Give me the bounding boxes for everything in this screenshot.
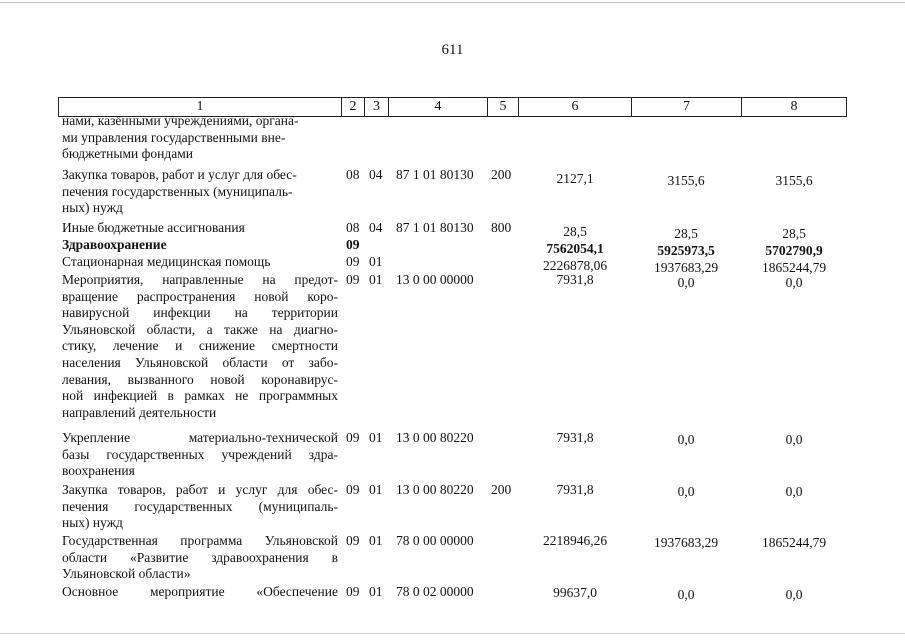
section-code: 08 bbox=[346, 167, 360, 182]
target-article-code: 78 0 00 00000 bbox=[396, 533, 474, 548]
subsection-code: 01 bbox=[369, 430, 383, 445]
amount-col-8: 3155,6 bbox=[775, 173, 813, 188]
page-number: 611 bbox=[441, 42, 464, 58]
header-cell-4: 4 bbox=[388, 97, 488, 117]
amount-col-6: 7931,8 bbox=[556, 272, 594, 287]
description-line: Основное мероприятие «Обеспечение bbox=[62, 584, 338, 599]
description-line: ных) нужд bbox=[62, 515, 123, 531]
amount-col-7: 1937683,29 bbox=[653, 260, 719, 275]
header-cell-2: 2 bbox=[341, 97, 365, 117]
description-line: Ульяновской области, а также на диагно- bbox=[62, 321, 338, 337]
row-description bbox=[62, 533, 338, 583]
target-article-code: 87 1 01 80130 bbox=[396, 167, 474, 182]
amount-col-7: 0,0 bbox=[677, 587, 695, 602]
amount-col-8: 1865244,79 bbox=[761, 535, 827, 550]
header-cell-6: 6 bbox=[518, 97, 632, 117]
subsection-code: 01 bbox=[369, 482, 383, 497]
description-line: Мероприятия, направленные на предот- bbox=[62, 272, 338, 287]
row-description bbox=[62, 254, 338, 271]
subsection-code: 01 bbox=[369, 254, 383, 269]
description-line: Закупка товаров, работ и услуг для обес- bbox=[62, 167, 297, 182]
row-description bbox=[62, 237, 338, 254]
subsection-code: 01 bbox=[369, 533, 383, 548]
amount-col-7: 0,0 bbox=[677, 484, 695, 499]
description-line: печения государственных (муниципаль- bbox=[62, 498, 338, 514]
section-code: 08 bbox=[346, 220, 360, 235]
description-line: Укрепление материально-технической bbox=[62, 430, 338, 445]
section-code: 09 bbox=[346, 533, 360, 548]
amount-col-6: 2127,1 bbox=[556, 171, 594, 186]
description-line: бюджетными фондами bbox=[62, 146, 193, 162]
subsection-code: 01 bbox=[369, 272, 383, 287]
expense-type-code: 200 bbox=[491, 482, 512, 497]
amount-col-6: 7562054,1 bbox=[546, 241, 604, 256]
amount-col-6: 99637,0 bbox=[553, 585, 597, 600]
row-description bbox=[62, 167, 338, 217]
amount-col-8: 0,0 bbox=[785, 275, 803, 290]
amount-col-6: 28,5 bbox=[563, 224, 587, 239]
target-article-code: 87 1 01 80130 bbox=[396, 220, 474, 235]
page-bottom-edge bbox=[0, 633, 905, 634]
amount-col-7: 0,0 bbox=[677, 275, 695, 290]
amount-col-7: 0,0 bbox=[677, 432, 695, 447]
amount-col-8: 0,0 bbox=[785, 587, 803, 602]
amount-col-8: 5702790,9 bbox=[765, 243, 823, 258]
header-cell-1: 1 bbox=[58, 97, 342, 117]
description-line: направлений деятельности bbox=[62, 404, 217, 420]
description-line: вращение распространения новой коро- bbox=[62, 288, 338, 304]
description-line: воохранения bbox=[62, 463, 135, 479]
section-code: 09 bbox=[346, 272, 360, 287]
description-line: печения государственных (муниципаль- bbox=[62, 183, 293, 199]
row-description bbox=[62, 584, 338, 601]
section-code: 09 bbox=[346, 584, 360, 599]
amount-col-7: 5925973,5 bbox=[657, 243, 715, 258]
header-cell-7: 7 bbox=[631, 97, 742, 117]
expense-type-code: 200 bbox=[491, 167, 512, 182]
description-line: ных) нужд bbox=[62, 200, 123, 216]
row-description bbox=[62, 430, 338, 480]
description-line: Ульяновской области» bbox=[62, 566, 191, 582]
description-line: области «Развитие здравоохранения в bbox=[62, 549, 338, 565]
amount-col-7: 28,5 bbox=[674, 226, 698, 241]
header-cell-8: 8 bbox=[741, 97, 847, 117]
description-line: населения Ульяновской области от забо- bbox=[62, 354, 338, 370]
amount-col-7: 3155,6 bbox=[667, 173, 705, 188]
header-cell-3: 3 bbox=[364, 97, 389, 117]
amount-col-8: 1865244,79 bbox=[761, 260, 827, 275]
subsection-code: 04 bbox=[369, 220, 383, 235]
description-line: Здравоохранение bbox=[62, 237, 167, 252]
section-code: 09 bbox=[346, 482, 360, 497]
target-article-code: 13 0 00 80220 bbox=[396, 430, 474, 445]
amount-col-6: 2226878,06 bbox=[542, 258, 608, 273]
description-line: нами, казёнными учреждениями, органа- bbox=[62, 113, 299, 128]
amount-col-6: 7931,8 bbox=[556, 430, 594, 445]
expense-type-code: 800 bbox=[491, 220, 512, 235]
page-top-edge bbox=[0, 2, 905, 3]
description-line: Государственная программа Ульяновской bbox=[62, 533, 338, 548]
target-article-code: 13 0 00 00000 bbox=[396, 272, 474, 287]
row-description bbox=[62, 113, 338, 163]
amount-col-8: 28,5 bbox=[782, 226, 806, 241]
section-code: 09 bbox=[346, 430, 360, 445]
section-code: 09 bbox=[346, 254, 360, 269]
description-line: ной инфекцией в рамках не программных bbox=[62, 388, 338, 404]
subsection-code: 04 bbox=[369, 167, 383, 182]
target-article-code: 13 0 00 80220 bbox=[396, 482, 474, 497]
amount-col-8: 0,0 bbox=[785, 484, 803, 499]
description-line: Закупка товаров, работ и услуг для обес- bbox=[62, 482, 338, 497]
amount-col-7: 1937683,29 bbox=[653, 535, 719, 550]
description-line: базы государственных учреждений здра- bbox=[62, 446, 338, 462]
amount-col-6: 7931,8 bbox=[556, 482, 594, 497]
row-description bbox=[62, 220, 338, 237]
header-cell-5: 5 bbox=[487, 97, 519, 117]
description-line: стику, лечение и снижение смертности bbox=[62, 338, 338, 354]
amount-col-8: 0,0 bbox=[785, 432, 803, 447]
description-line: левания, вызванного новой коронавирус- bbox=[62, 371, 338, 387]
target-article-code: 78 0 02 00000 bbox=[396, 584, 474, 599]
subsection-code: 01 bbox=[369, 584, 383, 599]
description-line: навирусной инфекции на территории bbox=[62, 305, 338, 321]
description-line: Стационарная медицинская помощь bbox=[62, 254, 271, 269]
section-code: 09 bbox=[346, 237, 360, 252]
row-description bbox=[62, 272, 338, 421]
description-line: Иные бюджетные ассигнования bbox=[62, 220, 245, 235]
amount-col-6: 2218946,26 bbox=[542, 533, 608, 548]
description-line: ми управления государственными вне- bbox=[62, 129, 286, 145]
row-description bbox=[62, 482, 338, 532]
